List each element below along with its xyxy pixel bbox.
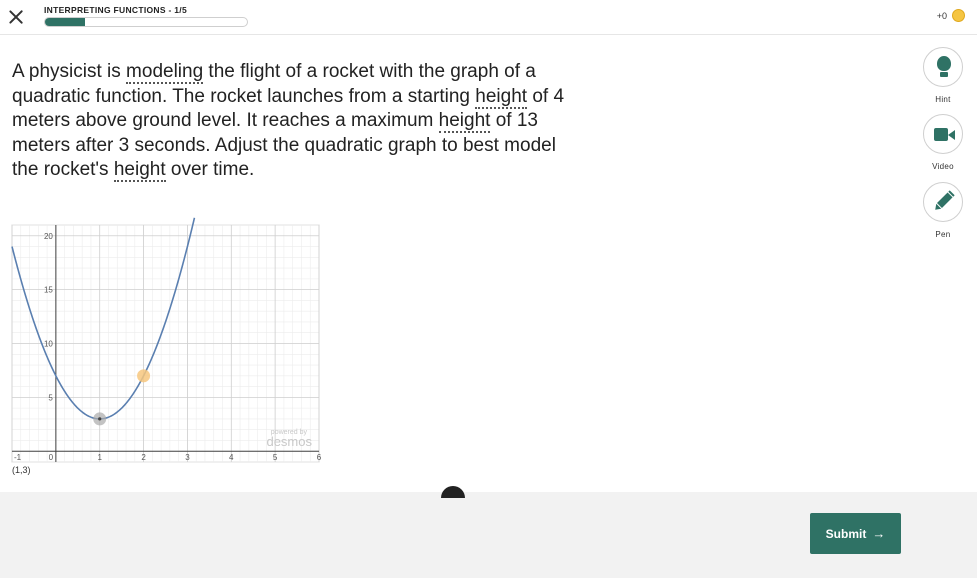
lesson-title: INTERPRETING FUNCTIONS - 1/5 [44, 5, 187, 15]
graph-canvas[interactable] [12, 225, 322, 463]
pen-tool[interactable] [922, 182, 964, 239]
x-tick-label: 0 [48, 453, 54, 463]
x-tick-label: 4 [229, 453, 234, 463]
y-tick-label: 15 [43, 285, 53, 295]
x-tick-label: 6 [316, 453, 322, 463]
pen-label: Pen [935, 230, 951, 239]
x-tick-label: 2 [141, 453, 146, 463]
question-text [12, 60, 587, 183]
y-tick-label: 20 [43, 231, 53, 241]
hint-button[interactable] [923, 47, 963, 87]
desmos-graph[interactable] [12, 225, 322, 463]
x-tick-label: 1 [97, 453, 102, 463]
vocab-term-height[interactable]: height [438, 110, 491, 131]
close-icon[interactable] [6, 7, 26, 27]
question-segment: of 13 meters after 3 seconds. Adjust the quadratic graph to best model the rocket's [12, 110, 556, 180]
top-bar [0, 0, 977, 35]
video-button[interactable] [923, 114, 963, 154]
question-segment: the flight of a rocket with the graph of a quadratic function. The rocket launches from a starting [12, 61, 536, 107]
submit-button[interactable] [810, 513, 901, 554]
coin-icon [952, 9, 965, 22]
points-value: +0 [936, 10, 947, 21]
vertex-coordinate-label: (1,3) [12, 465, 31, 475]
pen-button[interactable] [923, 182, 963, 222]
lesson-progress-bar [44, 17, 248, 27]
video-tool[interactable] [922, 114, 964, 171]
y-tick-label: 5 [48, 393, 53, 403]
points-display [937, 9, 965, 22]
x-tick-label: -1 [14, 453, 22, 463]
arrow-right-icon: → [872, 526, 886, 541]
drawer-handle[interactable] [441, 486, 465, 498]
vocab-term-modeling[interactable]: modeling [126, 61, 204, 82]
submit-label: Submit [825, 526, 867, 541]
question-segment: of 4 meters above ground level. It reaches a maximum [12, 85, 565, 131]
vocab-term-height[interactable]: height [475, 85, 528, 107]
hint-tool[interactable] [922, 47, 964, 104]
video-label: Video [932, 162, 954, 171]
drag-handle [137, 369, 150, 382]
x-tick-label: 3 [185, 453, 190, 463]
watermark-desmos: desmos [266, 434, 312, 450]
hint-label: Hint [935, 95, 951, 104]
x-tick-label: 5 [272, 453, 278, 463]
watermark-powered-by: powered by [270, 429, 307, 437]
question-segment: A physicist is [12, 61, 127, 82]
vocab-term-height[interactable]: height [113, 159, 166, 180]
progress-fill [45, 18, 85, 26]
question-segment: over time. [165, 159, 255, 180]
y-tick-label: 10 [43, 339, 53, 349]
pencil-icon [923, 182, 963, 222]
vertex-point [98, 417, 101, 420]
